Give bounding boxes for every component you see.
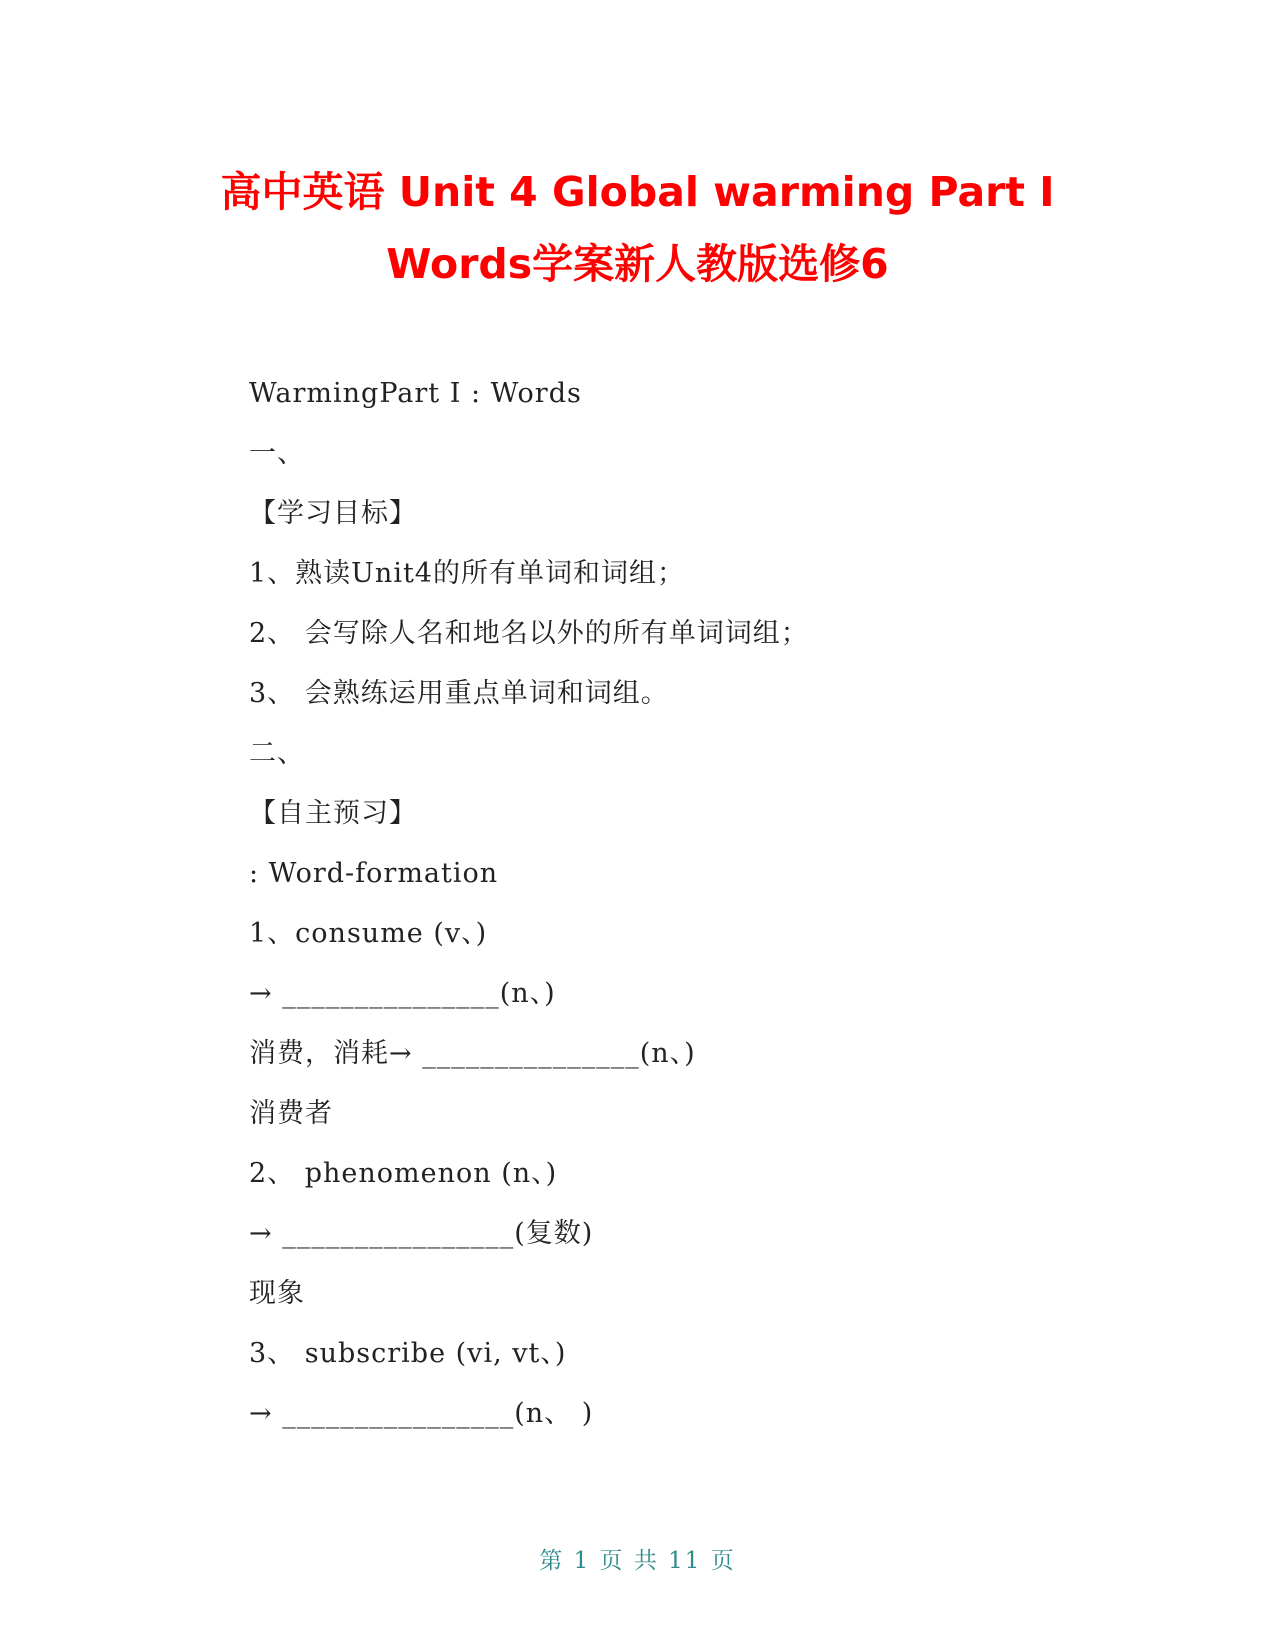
fill-blank-line: → _______________(n、) bbox=[249, 978, 556, 1009]
page-number-footer: 第 1 页 共 11 页 bbox=[539, 1548, 736, 1574]
section-number-2: 二、 bbox=[249, 738, 305, 769]
fill-blank-line: 消费，消耗→ _______________(n、) bbox=[249, 1038, 696, 1069]
learning-goals-heading: 【学习目标】 bbox=[249, 498, 417, 529]
goal-item-3: 3、 会熟练运用重点单词和词组。 bbox=[249, 678, 669, 709]
document-title-line-1: 高中英语 Unit 4 Global warming Part I bbox=[220, 168, 1055, 216]
section-number-1: 一、 bbox=[249, 438, 305, 469]
word-item-consume: 1、consume (v、) bbox=[249, 918, 488, 949]
fill-blank-line: → ________________(复数) bbox=[249, 1218, 594, 1249]
word-formation-heading: : Word-formation bbox=[249, 858, 499, 889]
fill-blank-line: → ________________(n、 ) bbox=[249, 1398, 594, 1429]
goal-item-2: 2、 会写除人名和地名以外的所有单词词组； bbox=[249, 618, 809, 649]
section-heading: WarmingPart Ⅰ : Words bbox=[249, 378, 582, 409]
word-item-subscribe: 3、 subscribe (vi, vt、) bbox=[249, 1338, 567, 1369]
meaning-text: 消费者 bbox=[249, 1098, 333, 1129]
word-item-phenomenon: 2、 phenomenon (n、) bbox=[249, 1158, 558, 1189]
preview-heading: 【自主预习】 bbox=[249, 798, 417, 829]
document-title-line-2: Words学案新人教版选修6 bbox=[386, 240, 889, 288]
goal-item-1: 1、熟读Unit4的所有单词和词组； bbox=[249, 558, 685, 589]
meaning-text: 现象 bbox=[249, 1278, 305, 1309]
